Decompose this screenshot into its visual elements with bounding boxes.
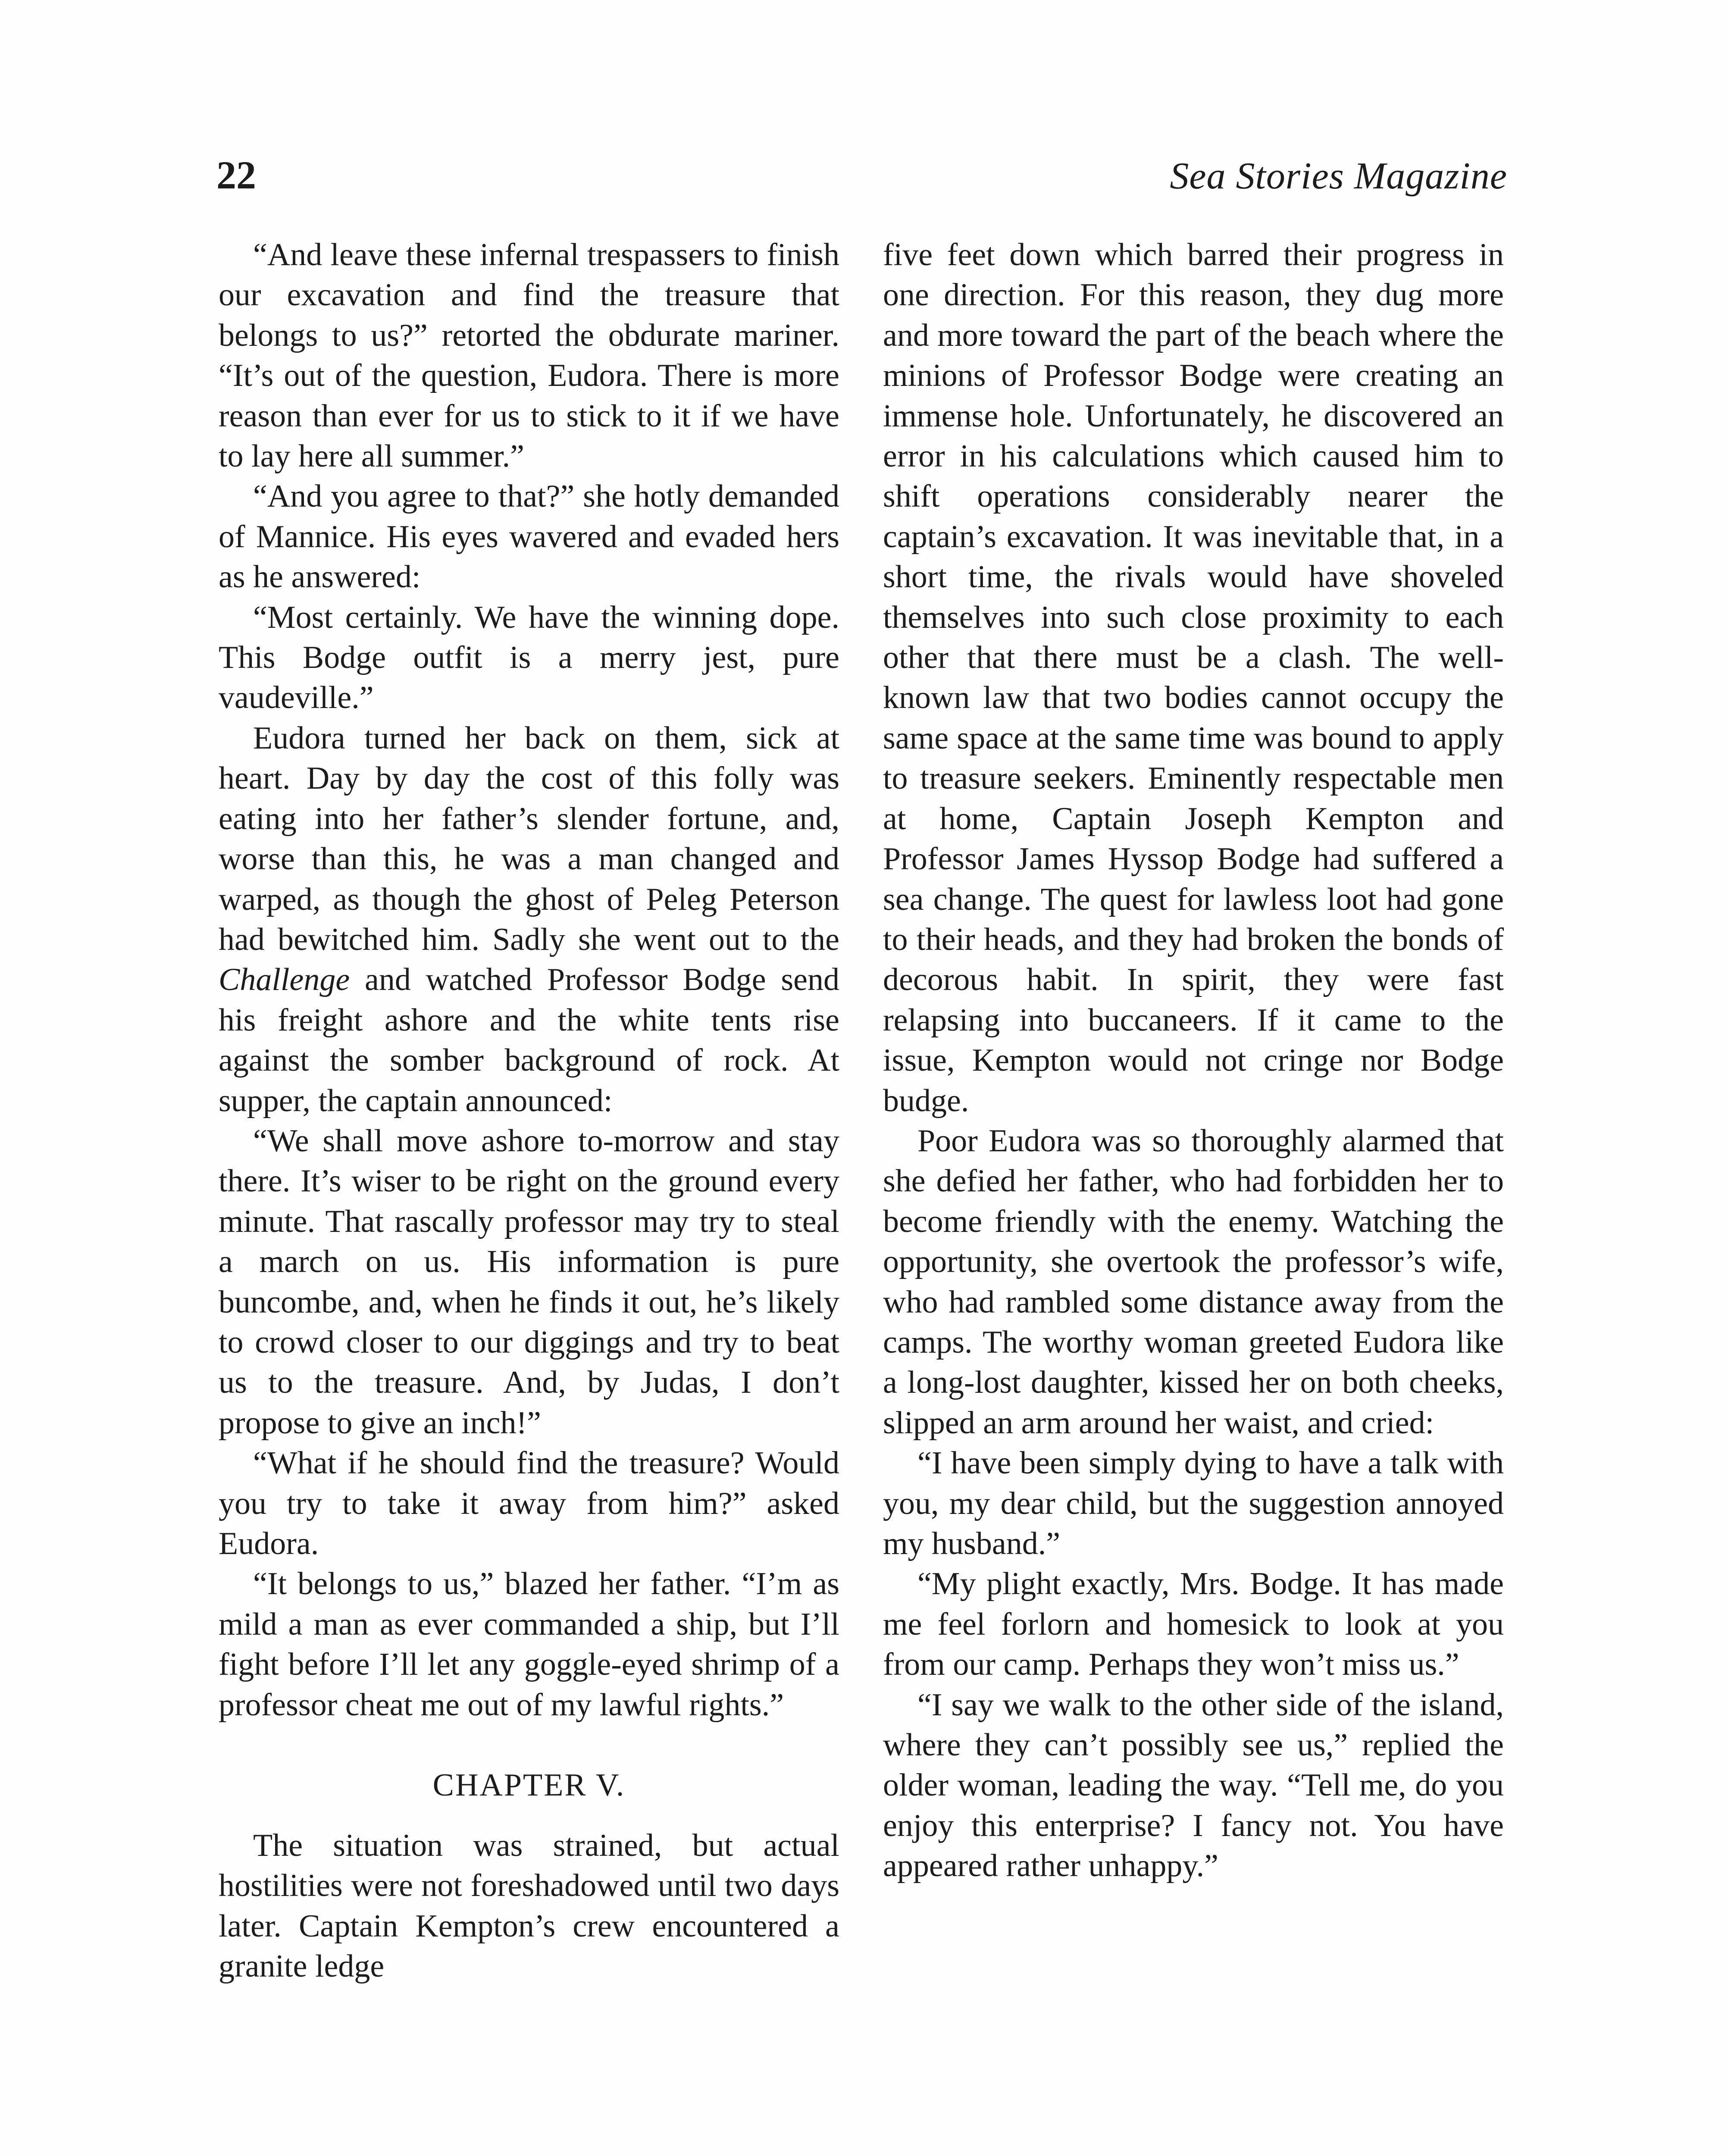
paragraph: “I say we walk to the other side of the island, where they can’t possibly see us,” replied the older woman, leading the way. “Tell me, do you enjoy this enterprise? I fancy not. You have appeared rather unhappy.” [883,1687,1504,1884]
ship-name: Challenge [219,962,350,998]
paragraph-text: and watched Professor Bodge send his freight ashore and the white tents rise against the somber background of rock. At supper, the captain announced: [219,962,840,1119]
running-title: Sea Stories Magazine [1170,155,1507,197]
left-column [219,235,839,1987]
chapter-heading: CHAPTER V. [432,1767,626,1803]
right-column [883,235,1504,1887]
paragraph [219,718,839,1121]
paragraph-text: Eudora turned her back on them, sick at heart. Day by day the cost of this folly was eating into her father’s slender fortune, and, worse than this, he was a man changed and warped, as though the ghost of Peleg Peterson had bewitched him. Sadly she went out to the [219,720,839,957]
paragraph: “I have been simply dying to have a talk with you, my dear child, but the suggestion annoyed my husband.” [883,1445,1504,1561]
paragraph: “And leave these infernal trespassers to finish our excavation and find the treasure that belongs to us?” retorted the obdurate mariner. “It’s out of the question, Eudora. There is more reason than ever for us to stick to it if we have to lay here all summer.” [219,237,839,474]
paragraph: “And you agree to that?” she hotly demanded of Mannice. His eyes wavered and evaded hers as he answered: [219,479,839,595]
paragraph: “We shall move ashore to-morrow and stay there. It’s wiser to be right on the ground every minute. That rascally professor may try to steal a march on us. His information is pure buncombe, and, when he finds it out, he’s likely to crowd closer to our diggings and try to beat us to the treasure. And, by Judas, I don’t propose to give an inch!” [219,1123,839,1441]
paragraph: The situation was strained, but actual hostilities were not foreshadowed until two days later. Captain Kempton’s crew encountered a granite ledge [219,1828,839,1984]
paragraph-continued: five feet down which barred their progress in one direction. For this reason, they dug more and more toward the part of the beach where the minions of Professor Bodge were creating an immense hole. Unfortunately, he discovered an error in his calculations which caused him to shift operations considerably nearer the captain’s excavation. It was inevitable that, in a short time, the rivals would have shoveled themselves into such close proximity to each other that there must be a clash. The well-known law that two bodies cannot occupy the same space at the same time was bound to apply to treasure seekers. Eminently respectable men at home, Captain Joseph Kempton and Professor James Hyssop Bodge had suffered a sea change. The quest for lawless loot had gone to their heads, and they had broken the bonds of decorous habit. In spirit, they were fast relapsing into buccaneers. If it came to the issue, Kempton would not cringe nor Bodge budge. [883,237,1504,1119]
paragraph: “My plight exactly, Mrs. Bodge. It has made me feel forlorn and homesick to look at you from our camp. Perhaps they won’t miss us.” [883,1566,1504,1683]
paragraph: “Most certainly. We have the winning dope. This Bodge outfit is a merry jest, pure vaudeville.” [219,599,839,716]
paragraph: “What if he should find the treasure? Would you try to take it away from him?” asked Eudora. [219,1445,839,1561]
paragraph: Poor Eudora was so thoroughly alarmed that she defied her father, who had forbidden her to become friendly with the enemy. Watching the opportunity, she overtook the professor’s wife, who had rambled some distance away from the camps. The worthy woman greeted Eudora like a long-lost daughter, kissed her on both cheeks, slipped an arm around her waist, and cried: [883,1123,1504,1441]
page-number: 22 [216,153,256,197]
paragraph: “It belongs to us,” blazed her father. “I’m as mild a man as ever commanded a ship, but I’ll fight before I’ll let any goggle-eyed shrimp of a professor cheat me out of my lawful rights.” [219,1566,839,1723]
